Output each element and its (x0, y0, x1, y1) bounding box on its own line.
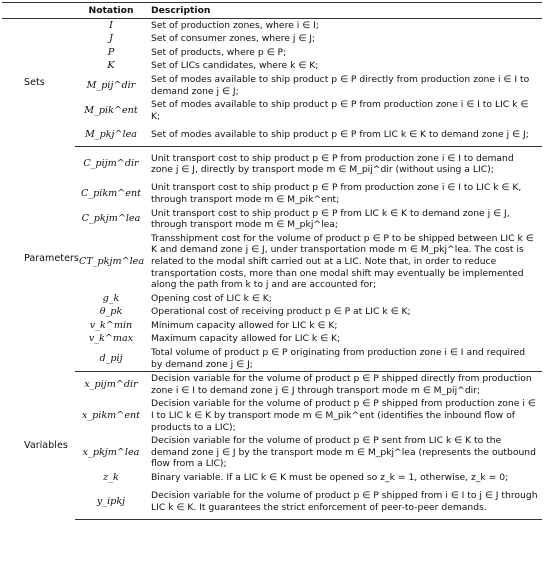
notation-cell: M_pij^dir (86, 79, 136, 91)
table-row (2, 18, 542, 32)
table-row (2, 32, 542, 46)
notation-cell: CT_pkjm^lea (79, 255, 145, 267)
notation-cell: v_k^min (89, 319, 133, 331)
notation-cell: C_pikm^ent (80, 188, 141, 200)
description-cell: Set of modes available to ship product p ∈ P directly from production zone i ∈ I to demand zone j ∈ J; (151, 73, 530, 97)
table-row (2, 181, 542, 206)
description-cell: Set of LICs candidates, where k ∈ K; (151, 60, 319, 72)
description-cell: Unit transport cost to ship product p ∈ P from LIC k ∈ K to demand zone j ∈ J, through transport mode m ∈ M_pkj^lea; (151, 207, 510, 231)
header-description: Description (147, 3, 542, 19)
description-cell: Unit transport cost to ship product p ∈ P from production zone i ∈ I to demand zone j ∈ J, directly by transport mode m ∈ M_pij^dir (without using a LIC); (151, 152, 514, 176)
table-row (2, 146, 542, 181)
description-cell: Decision variable for the volume of product p ∈ P sent from LIC k ∈ K to the demand zone j ∈ J by the transport mode m ∈ M_pkj^lea (represents the outbound flow from a LIC); (151, 435, 536, 470)
notation-cell: J (109, 33, 113, 45)
table-row (2, 319, 542, 333)
notation-cell: M_pik^ent (84, 104, 138, 116)
notation-cell: x_pkjm^lea (82, 446, 140, 458)
group-label-variables: Variables (24, 439, 68, 451)
notation-cell: K (107, 60, 115, 72)
table-row (2, 292, 542, 306)
description-cell: Opening cost of LIC k ∈ K; (151, 292, 272, 304)
description-cell: Transshipment cost for the volume of product p ∈ P to be shipped between LIC k ∈ K and demand zone j ∈ J, under transportation mode m ∈ M_pkj^lea. The cost is related to the modal shift carried out at a LIC. Note that, in order to reduce transportation costs, more than one modal shift may eventually be implemented along the path from k to j and are accounted for; (151, 232, 534, 291)
table-row (2, 46, 542, 60)
notation-cell: x_pikm^ent (81, 410, 141, 422)
notation-cell: z_k (103, 472, 119, 483)
description-cell: Set of production zones, where i ∈ I; (151, 19, 319, 31)
table-row (2, 98, 542, 123)
description-cell: Total volume of product p ∈ P originating from production zone i ∈ I and required by demand zone j ∈ J; (147, 346, 542, 372)
description-cell: Set of modes available to ship product p ∈ P from production zone i ∈ I to LIC k ∈ K; (151, 99, 529, 122)
table-row (2, 332, 542, 346)
notation-table-container (2, 2, 542, 520)
description-cell: Maximum capacity allowed for LIC k ∈ K; (151, 333, 341, 345)
table-row (2, 397, 542, 434)
group-label-parameters: Parameters (24, 253, 79, 265)
header-notation: Notation (75, 3, 147, 19)
table-row (2, 434, 542, 471)
notation-table (2, 2, 542, 520)
notation-cell: g_k (102, 292, 120, 304)
notation-cell: d_pij (75, 346, 147, 372)
group-label-sets: Sets (24, 76, 45, 88)
table-row (2, 471, 542, 485)
notation-cell: y_ipkj (75, 485, 147, 520)
description-cell: Set of consumer zones, where j ∈ J; (151, 33, 316, 45)
notation-cell: θ_pk (99, 306, 123, 318)
table-row (2, 73, 542, 98)
description-cell: Operational cost of receiving product p ∈ P at LIC k ∈ K; (151, 306, 411, 318)
notation-cell: C_pijm^dir (83, 158, 139, 170)
description-cell: Minimum capacity allowed for LIC k ∈ K; (151, 319, 338, 331)
description-cell: Set of modes available to ship product p ∈ P from LIC k ∈ K to demand zone j ∈ J; (147, 123, 542, 146)
table-row (2, 232, 542, 292)
description-cell: Decision variable for the volume of product p ∈ P shipped from i ∈ I to j ∈ J through LIC k ∈ K. It guarantees the strict enforcement of peer-to-peer demands. (147, 485, 542, 520)
description-cell: Decision variable for the volume of product p ∈ P shipped from production zone i ∈ I to LIC k ∈ K by transport mode m ∈ M_pik^ent (identifies the inbound flow of products to a LIC); (151, 398, 536, 433)
table-header-row (2, 3, 542, 19)
table-row (2, 59, 542, 73)
description-cell: Unit transport cost to ship product p ∈ P from production zone i ∈ I to LIC k ∈ K, through transport mode m ∈ M_pik^ent; (151, 182, 522, 205)
table-row (2, 305, 542, 319)
notation-cell: P (107, 46, 115, 58)
table-row (2, 485, 542, 520)
table-row (2, 123, 542, 146)
header-group (2, 3, 75, 19)
description-cell: Binary variable. If a LIC k ∈ K must be opened so z_k = 1, otherwise, z_k = 0; (151, 472, 509, 483)
notation-cell: M_pkj^lea (75, 123, 147, 146)
table-row (2, 372, 542, 398)
notation-cell: x_pijm^dir (84, 379, 138, 391)
notation-cell: v_k^max (88, 333, 134, 345)
description-cell: Decision variable for the volume of product p ∈ P shipped directly from production zone i ∈ I to demand zone j ∈ J through transport mode m ∈ M_pij^dir; (151, 373, 532, 396)
notation-cell: C_pkjm^lea (81, 213, 141, 225)
notation-cell: I (109, 19, 113, 31)
description-cell: Set of products, where p ∈ P; (151, 46, 287, 58)
table-row (2, 346, 542, 372)
table-row (2, 207, 542, 232)
